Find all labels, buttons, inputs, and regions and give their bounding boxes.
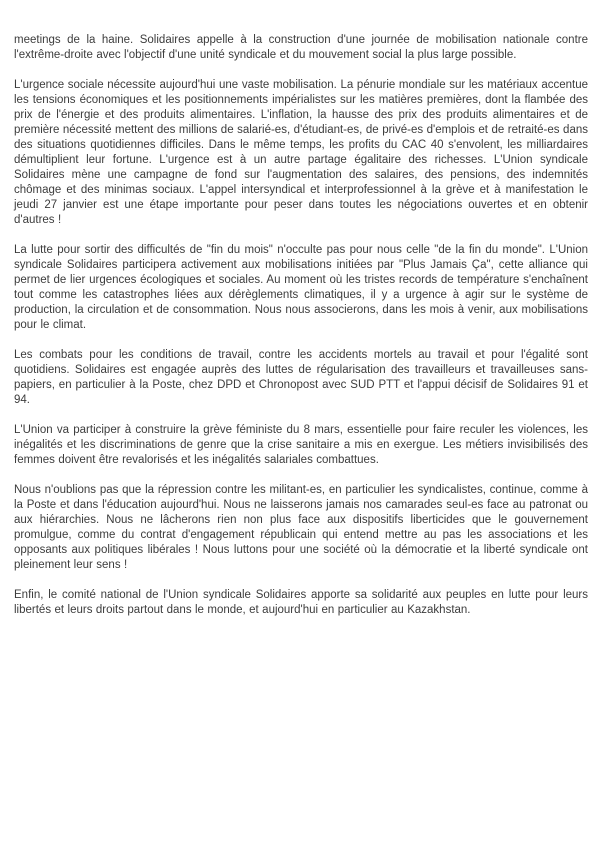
paragraph-mobilisation-nationale: meetings de la haine. Solidaires appelle à la construction d'une journée de mobilisation nationale contre l'extrême-droite avec l'objectif d'une unité syndicale et du mouvement social la plus large possible. <box>14 34 588 61</box>
paragraph-solidarite-internationale: Enfin, le comité national de l'Union syndicale Solidaires apporte sa solidarité aux peuples en lutte pour leurs libertés et leurs droits partout dans le monde, et aujourd'hui en particulier au Kazakhstan. <box>14 589 588 616</box>
paragraph-conditions-de-travail: Les combats pour les conditions de travail, contre les accidents mortels au travail et pour l'égalité sont quotidiens. Solidaires est engagée auprès des luttes de régularisation des travailleurs et travailleuses sans-papiers, en particulier à la Poste, chez DPD et Chronopost avec SUD PTT et l'appui décisif de Solidaires 91 et 94. <box>14 349 588 406</box>
paragraph-repression-militants: Nous n'oublions pas que la répression contre les militant-es, en particulier les syndicalistes, continue, comme à la Poste et dans l'éducation aujourd'hui. Nous ne laisserons jamais nos camarades seul-es face au patronat ou aux hiérarchies. Nous ne lâcherons rien non plus face aux dispositifs liberticides que le gouvernement promulgue, comme du contrat d'engagement républicain qui entend mettre au pas les associations et les opposants aux politiques libérales ! Nous luttons pour une société où la démocratie et la liberté syndicale ont pleinement leur sens ! <box>14 484 588 571</box>
paragraph-greve-feministe: L'Union va participer à construire la grève féministe du 8 mars, essentielle pour faire reculer les violences, les inégalités et les discriminations de genre que la crise sanitaire a mis en exergue. Les métiers invisibilisés des femmes doivent être revalorisés et les inégalités salariales combattues. <box>14 424 588 466</box>
paragraph-urgence-sociale: L'urgence sociale nécessite aujourd'hui une vaste mobilisation. La pénurie mondiale sur les matériaux accentue les tensions économiques et les positionnements impérialistes sur les matières premières, dont la flambée des prix de l'énergie et des produits alimentaires. L'inflation, la hausse des prix des produits alimentaires et de première nécessité mettent des millions de salarié-es, d'étudiant-es, de privé-es d'emplois et de retraité-es dans des situations quotidiennes difficiles. Dans le même temps, les profits du CAC 40 s'envolent, les milliardaires démultiplient leur fortune. L'urgence est à un autre partage égalitaire des richesses. L'Union syndicale Solidaires mène une campagne de fond sur l'augmentation des salaires, des pensions, des indemnités chômage et des minimas sociaux. L'appel intersyndical et interprofessionnel à la grève et à manifestation le jeudi 27 janvier est une étape importante pour peser dans toutes les négociations ouvertes et en obtenir d'autres ! <box>14 79 588 226</box>
paragraph-fin-du-mois-fin-du-monde: La lutte pour sortir des difficultés de "fin du mois" n'occulte pas pour nous celle "de la fin du monde". L'Union syndicale Solidaires participera activement aux mobilisations initiées par "Plus Jamais Ça", cette alliance qui permet de lier urgences écologiques et sociales. Au moment où les tristes records de température s'enchaînent tout comme les catastrophes liées aux dérèglements climatiques, il y a urgence à agir sur le système de production, la circulation et de consommation. Nous nous associerons, dans les mois à venir, aux mobilisations pour le climat. <box>14 244 588 331</box>
